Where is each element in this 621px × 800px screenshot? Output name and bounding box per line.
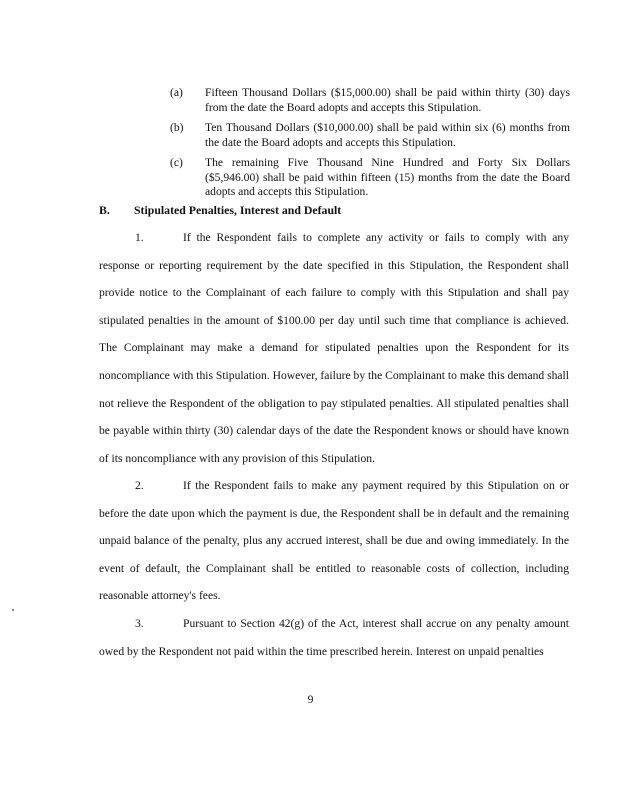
item-text: The remaining Five Thousand Nine Hundred and Forty Six Dollars ($5,946.00) shall be paid within fifteen (15) months from the date the Board adopts and accepts this Stipulation. bbox=[205, 156, 570, 198]
paragraph-text: If the Respondent fails to complete any activity or fails to comply with any response or reporting requirement by the date specified in this Stipulation, the Respondent shall provide notice to the Complainant of each failure to comply with this Stipulation and shall pay stipulated penalties in the amount of $100.00 per day until such time that compliance is achieved. The Complainant may make a demand for stipulated penalties upon the Respondent for its noncompliance with this Stipulation. However, failure by the Complainant to make this demand shall not relieve the Respondent of the obligation to pay stipulated penalties. All stipulated penalties shall be payable within thirty (30) calendar days of the date the Respondent knows or should have known of its noncompliance with any provision of this Stipulation. bbox=[99, 231, 569, 465]
paragraph-text: If the Respondent fails to make any payment required by this Stipulation on or before the date upon which the payment is due, the Respondent shall be in default and the remaining unpaid balance of the penalty, plus any accrued interest, shall be due and owing immediately. In the event of default, the Complainant shall be entitled to reasonable costs of collection, including reasonable attorney's fees. bbox=[99, 479, 569, 603]
item-marker: (c) bbox=[170, 156, 183, 169]
item-text: Ten Thousand Dollars ($10,000.00) shall be paid within six (6) months from the date the Board adopts and accepts this Stipulation. bbox=[205, 121, 570, 149]
section-letter: B. bbox=[99, 203, 110, 217]
paragraph-text: Pursuant to Section 42(g) of the Act, interest shall accrue on any penalty amount owed by the Respondent not paid within the time prescribed herein. Interest on unpaid penalties bbox=[99, 617, 569, 658]
item-marker: (a) bbox=[170, 86, 183, 99]
item-text: Fifteen Thousand Dollars ($15,000.00) shall be paid within thirty (30) days from the date the Board adopts and accepts this Stipulation. bbox=[205, 86, 570, 114]
paragraph-number: 1. bbox=[135, 231, 144, 244]
paragraph-3 bbox=[99, 610, 569, 665]
item-marker: (b) bbox=[170, 121, 184, 134]
paragraph-2 bbox=[99, 472, 569, 610]
page-number: 9 bbox=[307, 693, 314, 706]
scan-speck bbox=[12, 609, 14, 611]
paragraph-number: 2. bbox=[135, 479, 144, 492]
paragraph-1 bbox=[99, 224, 569, 472]
paragraph-number: 3. bbox=[135, 617, 144, 630]
section-title: Stipulated Penalties, Interest and Default bbox=[134, 203, 342, 217]
